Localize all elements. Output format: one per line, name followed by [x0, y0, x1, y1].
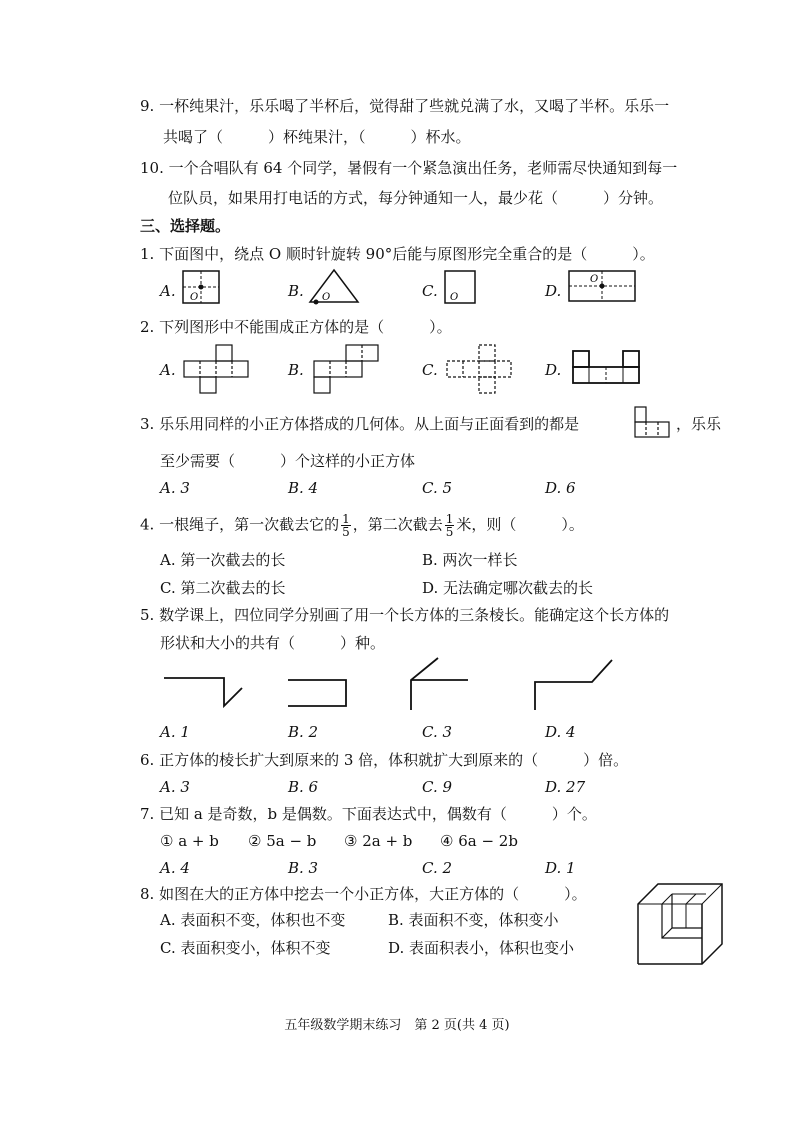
- c7-expr-3: ③ 2a + b: [344, 832, 413, 850]
- c4-option-a: A. 第一次截去的长: [160, 551, 286, 569]
- c4-stem: [140, 513, 584, 538]
- c6-stem: 6. 正方体的棱长扩大到原来的 3 倍，体积就扩大到原来的（ ）倍。: [140, 751, 629, 769]
- c4-stem-c: 米，则（ ）。: [456, 515, 584, 534]
- c7-expr-2: ② 5a − b: [248, 832, 317, 850]
- c3-view-figure: [634, 405, 672, 439]
- c4-option-d: D. 无法确定哪次截去的长: [422, 579, 594, 597]
- c2-stem: 2. 下列图形中不能围成正方体的是（ ）。: [140, 318, 452, 336]
- q10-line1: 10. 一个合唱队有 64 个同学，暑假有一个紧急演出任务，老师需尽快通知到每一: [140, 159, 678, 177]
- c7-expr-4: ④ 6a − 2b: [440, 832, 518, 850]
- c1-option-a: A.: [160, 282, 176, 300]
- c5-figure-a: [162, 668, 246, 712]
- c3-option-b: B. 4: [288, 479, 319, 497]
- c2-option-c: C.: [422, 361, 438, 379]
- c8-option-c: C. 表面积变小，体积不变: [160, 939, 331, 957]
- c5-figure-d: [532, 656, 616, 712]
- c2-net-a: [183, 344, 249, 394]
- c2-net-b: [313, 344, 379, 394]
- c4-fraction-2: $\frac{1}{5}$: [445, 512, 454, 539]
- q10-line2: 位队员，如果用打电话的方式，每分钟通知一人，最少花（ ）分钟。: [168, 189, 664, 207]
- c1-option-b: B.: [288, 282, 304, 300]
- c1-figure-d: [568, 270, 638, 304]
- c5-line2: 形状和大小的共有（ ）种。: [160, 634, 386, 652]
- c5-option-a: A. 1: [160, 723, 190, 741]
- c3-line2: 至少需要（ ）个这样的小正方体: [160, 452, 416, 470]
- c7-option-b: B. 3: [288, 859, 319, 877]
- c7-option-d: D. 1: [545, 859, 576, 877]
- c5-line1: 5. 数学课上，四位同学分别画了用一个长方体的三条棱长。能确定这个长方体的: [140, 606, 670, 624]
- c1-point-label-d: O: [590, 274, 599, 285]
- q9-line1: 9. 一杯纯果汁，乐乐喝了半杯后，觉得甜了些就兑满了水，又喝了半杯。乐乐一: [140, 97, 670, 115]
- page-footer: 五年级数学期末练习 第 2 页(共 4 页): [284, 1018, 510, 1033]
- c4-stem-a: 4. 一根绳子，第一次截去它的: [140, 515, 340, 534]
- section-heading: 三、选择题。: [140, 217, 231, 235]
- c6-option-c: C. 9: [422, 778, 453, 796]
- c6-option-d: D. 27: [545, 778, 586, 796]
- c5-figure-b: [286, 670, 350, 708]
- c3-option-c: C. 5: [422, 479, 453, 497]
- c8-option-b: B. 表面积不变，体积变小: [388, 911, 559, 929]
- c1-figure-b: [308, 268, 360, 306]
- c6-option-a: A. 3: [160, 778, 190, 796]
- c2-option-b: B.: [288, 361, 304, 379]
- c2-option-d: D.: [545, 361, 562, 379]
- c4-fraction-1: $\frac{1}{5}$: [342, 512, 350, 539]
- c7-option-c: C. 2: [422, 859, 453, 877]
- c1-point-label-a: O: [190, 292, 199, 303]
- c2-net-c: [446, 344, 512, 394]
- c1-option-c: C.: [422, 282, 438, 300]
- c4-option-b: B. 两次一样长: [422, 551, 518, 569]
- c4-stem-b: ，第二次截去: [352, 515, 443, 534]
- c4-option-c: C. 第二次截去的长: [160, 579, 286, 597]
- c1-point-label-b: O: [322, 292, 331, 303]
- c8-cube-figure: [636, 882, 728, 968]
- c1-stem: 1. 下面图中，绕点 O 顺时针旋转 90°后能与原图形完全重合的是（ ）。: [140, 245, 655, 263]
- c3-option-a: A. 3: [160, 479, 190, 497]
- c8-stem: 8. 如图在大的正方体中挖去一个小正方体，大正方体的（ ）。: [140, 885, 587, 903]
- c3-stem-b: ，乐乐: [676, 415, 722, 433]
- c3-option-d: D. 6: [545, 479, 576, 497]
- c1-point-label-c: O: [450, 292, 459, 303]
- c6-option-b: B. 6: [288, 778, 319, 796]
- c7-option-a: A. 4: [160, 859, 190, 877]
- c8-option-d: D. 表面积表小，体积也变小: [388, 939, 575, 957]
- c5-option-d: D. 4: [545, 723, 576, 741]
- c2-option-a: A.: [160, 361, 176, 379]
- c5-option-b: B. 2: [288, 723, 319, 741]
- c5-figure-c: [408, 656, 472, 712]
- c2-net-d: [572, 350, 642, 386]
- c8-option-a: A. 表面积不变，体积也不变: [160, 911, 346, 929]
- c5-option-c: C. 3: [422, 723, 453, 741]
- c1-figure-c: [444, 270, 478, 306]
- c7-stem: 7. 已知 a 是奇数，b 是偶数。下面表达式中，偶数有（ ）个。: [140, 805, 597, 823]
- c7-expr-1: ① a + b: [160, 832, 219, 850]
- c3-stem-a: 3. 乐乐用同样的小正方体搭成的几何体。从上面与正面看到的都是: [140, 415, 580, 433]
- c1-option-d: D.: [545, 282, 562, 300]
- c1-figure-a: [182, 270, 222, 306]
- q9-line2: 共喝了（ ）杯纯果汁，（ ）杯水。: [163, 128, 471, 146]
